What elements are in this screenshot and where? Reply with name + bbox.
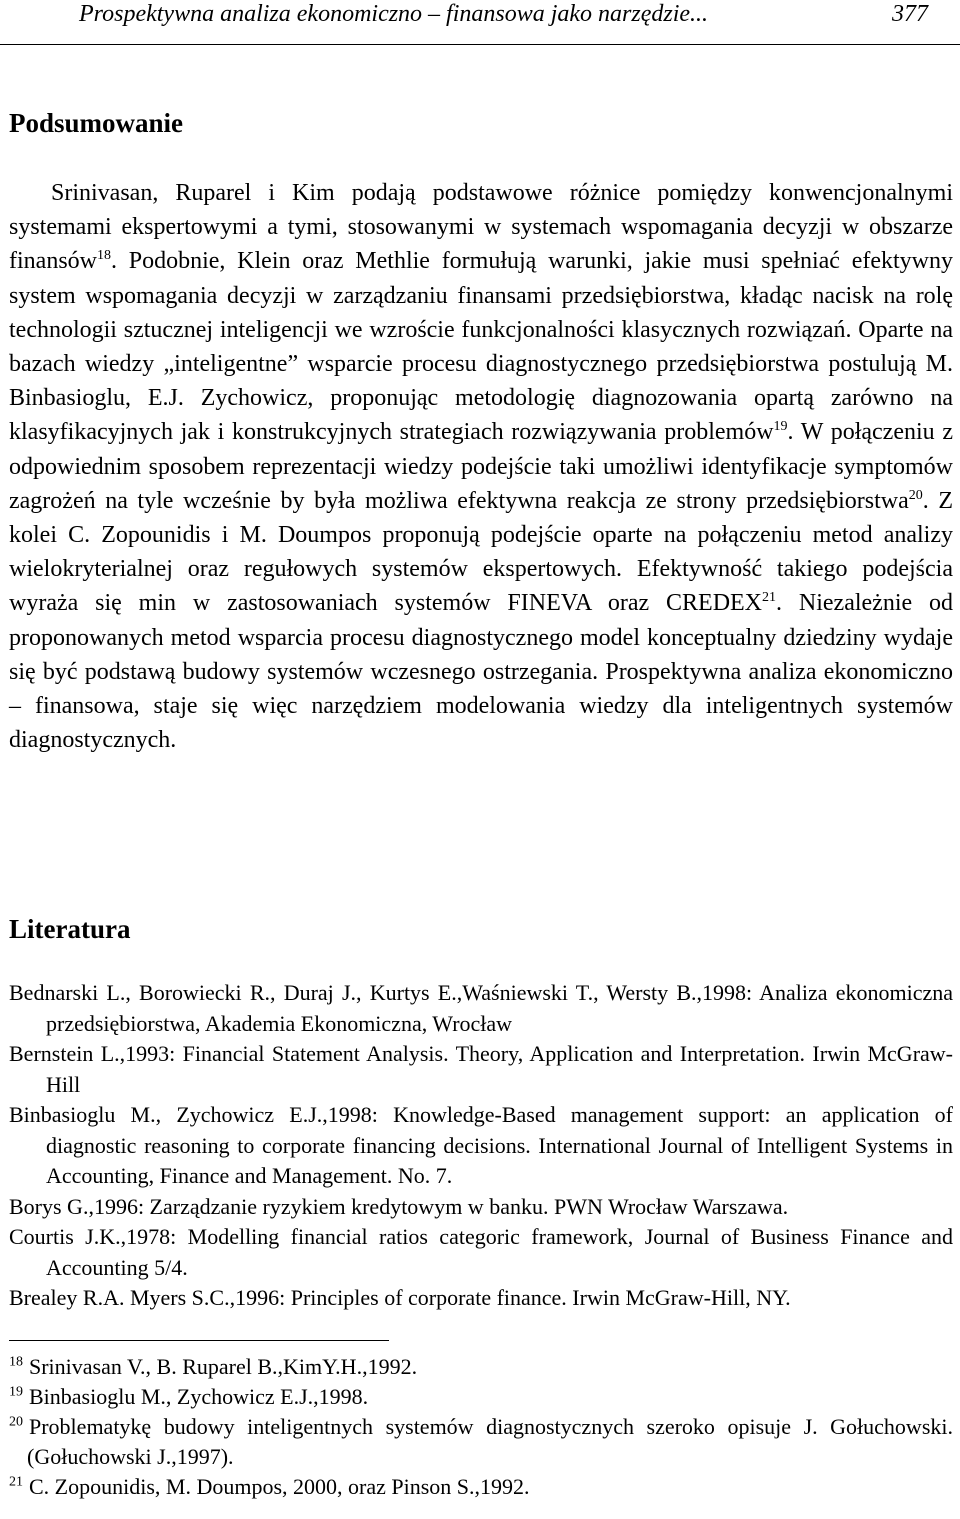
footnote-ref[interactable]: 21 [762,590,777,606]
footnote [9,1382,953,1412]
bibliography-entry: Bednarski L., Borowiecki R., Duraj J., Kurtys E.,Waśniewski T., Wersty B.,1998: Analiza ekonomiczna przedsiębiorstwa, Akademia Ekonomiczna, Wrocław [9,980,953,1036]
footnote-ref[interactable]: 20 [908,487,923,503]
footnote-divider [9,1340,389,1341]
header-title: Prospektywna analiza ekonomiczno – finansowa jako narzędzie... [79,1,709,27]
literature-heading: Literatura [9,914,131,944]
footnote [9,1412,953,1472]
bibliography-entry: Borys G.,1996: Zarządzanie ryzykiem kredytowym w banku. PWN Wrocław Warszawa. [9,1193,789,1219]
footnote-ref[interactable]: 19 [773,419,788,435]
footnote-text: Srinivasan V., B. Ruparel B.,KimY.H.,1992. [29,1354,418,1379]
footnote-text: C. Zopounidis, M. Doumpos, 2000, oraz Pinson S.,1992. [29,1474,530,1499]
summary-paragraph [9,176,953,757]
bibliography-entry: Courtis J.K.,1978: Modelling financial ratios categoric framework, Journal of Business Finance and Accounting 5/4. [9,1224,953,1280]
footnotes-list [9,1352,953,1502]
footnote-text: Problematykę budowy inteligentnych systemów diagnostycznych szeroko opisuje J. Gołuchowski.(Gołuchowski J.,1997). [27,1414,953,1469]
summary-text-part: Srinivasan, Ruparel i Kim podają podstawowe różnice pomiędzy konwencjonalnymi systemami ekspertowymi a tymi, stosowanymi w systemach wspomagania decyzji w obszarze finansów [9,180,953,275]
footnote-text: Binbasioglu M., Zychowicz E.J.,1998. [29,1384,369,1409]
page-number: 377 [892,1,928,27]
bibliography-entry: Binbasioglu M., Zychowicz E.J.,1998: Knowledge-Based management support: an application of diagnostic reasoning to corporate financing decisions. International Journal of Intelligent Systems in Accounting, Finance and Management. No. 7. [9,1102,953,1188]
footnote-number: 21 [9,1474,23,1490]
summary-heading: Podsumowanie [9,108,184,138]
running-header [0,0,960,45]
summary-text-part: . W połączeniu z odpowiednim sposobem reprezentacji wiedzy podejście taki umożliwi identyfikacje symptomów zagrożeń na tyle wcześnie by była możliwa efektywna reakcja ze strony przedsiębiorstwa [9,419,953,514]
footnote-number: 20 [9,1414,23,1430]
footnote [9,1472,953,1502]
summary-text-part: . Podobnie, Klein oraz Methlie formułują warunki, jakie musi spełniać efektywny system wspomagania decyzji w zarządzaniu finansami przedsiębiorstwa, kładąc nacisk na rolę technologii sztucznej inteligencji we wzroście funkcjonalności klasycznych rozwiązań. Oparte na bazach wiedzy „inteligentne” wsparcie procesu diagnostycznego przedsiębiorstwa postulują M. Binbasioglu, E.J. Zychowicz, proponując metodologię diagnozowania opartą zarówno na klasyfikacyjnych jak i konstrukcyjnych strategiach rozwiązywania problemów [9,248,953,446]
footnote-ref[interactable]: 18 [96,248,111,264]
footnote-number: 18 [9,1354,23,1370]
bibliography-entry: Bernstein L.,1993: Financial Statement Analysis. Theory, Application and Interpretation. Irwin McGraw-Hill [9,1041,953,1097]
footnote-number: 19 [9,1384,23,1400]
bibliography-list [9,978,953,1314]
footnote [9,1352,953,1382]
summary-text-part: . Niezależnie od proponowanych metod wsparcia procesu diagnostycznego model konceptualny dziedziny wydaje się być podstawą budowy systemów wczesnego ostrzegania. Prospektywna analiza ekonomiczno – finansowa, staje się więc narzędziem modelowania wiedzy dla inteligentnych systemów diagnostycznych. [9,590,954,754]
summary-text-part: . Z kolei C. Zopounidis i M. Doumpos proponują podejście oparte na połączeniu metod analizy wielokryterialnej oraz regułowych systemów ekspertowych. Efektywność takiego podejścia wyraża się min w zastosowaniach systemów FINEVA oraz CREDEX [9,487,953,617]
bibliography-entry: Brealey R.A. Myers S.C.,1996: Principles of corporate finance. Irwin McGraw-Hill, NY. [9,1285,791,1310]
